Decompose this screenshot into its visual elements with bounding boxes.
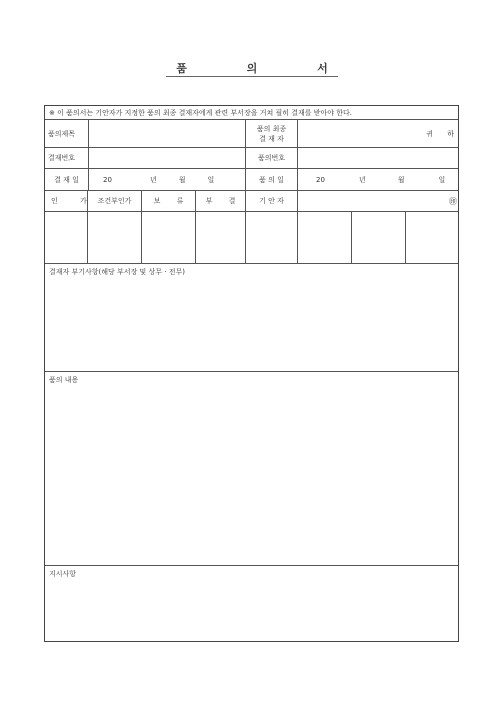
proposal-date-label: 품 의 일 <box>246 169 298 190</box>
signature-box-8[interactable] <box>406 212 460 263</box>
signature-box-6[interactable] <box>298 212 352 263</box>
instructions-section[interactable] <box>45 566 458 641</box>
proposal-no-label: 품의번호 <box>246 148 298 168</box>
reject-label-text: 부 결 <box>205 197 236 205</box>
approve-label-text: 인 가 <box>51 197 87 205</box>
signature-box-approve[interactable] <box>45 212 88 263</box>
final-approver-label <box>246 120 298 147</box>
final-approver-label-line2: 결 재 자 <box>259 134 284 143</box>
approval-date-field[interactable] <box>89 169 246 190</box>
proposal-date-field[interactable] <box>298 169 460 190</box>
instructions-label: 지시사항 <box>49 570 77 578</box>
content-label: 품의 내용 <box>49 376 79 384</box>
approval-number-row <box>45 148 458 169</box>
reject-label <box>196 191 246 211</box>
proposal-date-year-unit: 년 <box>358 175 366 184</box>
notice-row <box>45 106 458 120</box>
proposal-form <box>44 105 459 642</box>
approval-no-field[interactable] <box>89 148 246 168</box>
notice-text: ※ 이 품의서는 기안자가 지정한 품의 최종 결재자에게 관련 부서장을 거쳐 필히 결재를 받아야 한다. <box>49 109 352 117</box>
approver-notes-section[interactable] <box>45 264 458 372</box>
final-approver-field[interactable] <box>298 120 460 147</box>
proposal-date-month-unit: 월 <box>397 175 405 184</box>
approver-notes-label: 결재자 부기사항(해당 부서장 및 상무 · 전무) <box>49 268 185 276</box>
decision-header-row <box>45 191 458 212</box>
signature-box-reject[interactable] <box>196 212 246 263</box>
approval-date-month-unit: 월 <box>178 175 186 184</box>
date-row <box>45 169 458 191</box>
content-section[interactable] <box>45 372 458 566</box>
drafter-field[interactable] <box>298 191 460 211</box>
subject-label: 품의제목 <box>45 120 89 147</box>
signature-box-conditional[interactable] <box>88 212 142 263</box>
hold-label <box>142 191 196 211</box>
signature-box-drafter[interactable] <box>246 212 298 263</box>
title-underline <box>166 76 338 77</box>
conditional-approve-label: 조건부인가 <box>88 191 142 211</box>
proposal-no-field[interactable] <box>298 148 460 168</box>
approval-date-year-unit: 년 <box>149 175 157 184</box>
final-approver-label-line1: 품의 최종 <box>256 124 287 133</box>
drafter-label: 기 안 자 <box>246 191 298 211</box>
subject-field[interactable] <box>89 120 246 147</box>
recipient-suffix: 귀 하 <box>426 129 454 138</box>
document-title: 품 의 서 <box>176 62 356 75</box>
approve-label <box>45 191 88 211</box>
signature-box-hold[interactable] <box>142 212 196 263</box>
subject-row <box>45 120 458 148</box>
signature-box-7[interactable] <box>352 212 406 263</box>
approval-date-year: 20 <box>103 175 112 184</box>
approval-no-label: 결재번호 <box>45 148 89 168</box>
approval-date-label: 결 재 일 <box>45 169 89 190</box>
approval-date-day-unit: 일 <box>207 175 215 184</box>
proposal-date-day-unit: 일 <box>438 175 446 184</box>
proposal-date-year: 20 <box>316 175 325 184</box>
signature-row <box>45 212 458 264</box>
hold-label-text: 보 류 <box>153 197 184 205</box>
seal-mark: ㊞ <box>449 196 457 206</box>
